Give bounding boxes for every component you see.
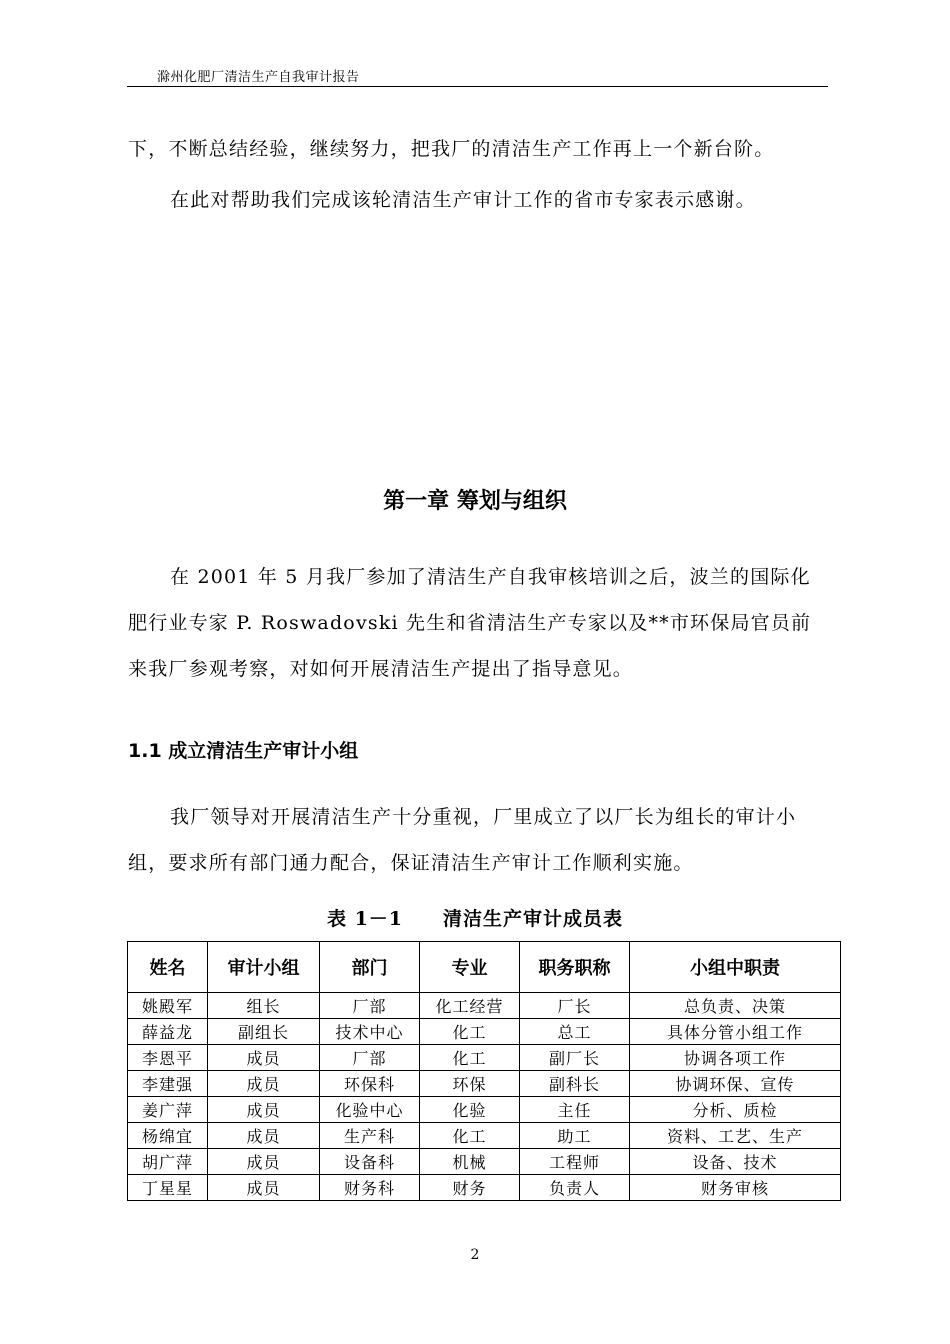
table-caption [0, 904, 950, 931]
audit-members-table [127, 941, 841, 1201]
cell-responsibility: 分析、质检 [630, 1097, 841, 1123]
table-row [128, 993, 841, 1019]
cell-audit-group: 成员 [208, 1123, 320, 1149]
paragraph-thanks: 在此对帮助我们完成该轮清洁生产审计工作的省市专家表示感谢。 [170, 189, 756, 211]
cell-specialty: 化验 [420, 1097, 520, 1123]
cell-specialty: 化工 [420, 1045, 520, 1071]
cell-audit-group: 成员 [208, 1175, 320, 1201]
cell-name: 杨绵宜 [128, 1123, 208, 1149]
table-row [128, 1097, 841, 1123]
cell-responsibility: 协调环保、宣传 [630, 1071, 841, 1097]
cell-audit-group: 成员 [208, 1097, 320, 1123]
table-row [128, 1019, 841, 1045]
chapter-title: 第一章 筹划与组织 [383, 489, 567, 514]
cell-department: 环保科 [320, 1071, 420, 1097]
cell-department: 厂部 [320, 993, 420, 1019]
cell-title: 副厂长 [520, 1045, 630, 1071]
cell-title: 助工 [520, 1123, 630, 1149]
page-header [127, 66, 828, 87]
header-title: 滁州化肥厂清洁生产自我审计报告 [157, 70, 360, 85]
cell-specialty: 化工 [420, 1123, 520, 1149]
cell-title: 总工 [520, 1019, 630, 1045]
cell-specialty: 化工 [420, 1019, 520, 1045]
table-row [128, 1149, 841, 1175]
paragraph-continuation: 下，不断总结经验，继续努力，把我厂的清洁生产工作再上一个新台阶。 [128, 138, 775, 160]
cell-responsibility: 总负责、决策 [630, 993, 841, 1019]
cell-department: 化验中心 [320, 1097, 420, 1123]
cell-responsibility: 资料、工艺、生产 [630, 1123, 841, 1149]
cell-responsibility: 具体分管小组工作 [630, 1019, 841, 1045]
cell-title: 副科长 [520, 1071, 630, 1097]
cell-responsibility: 设备、技术 [630, 1149, 841, 1175]
cell-title: 厂长 [520, 993, 630, 1019]
cell-responsibility: 协调各项工作 [630, 1045, 841, 1071]
cell-audit-group: 副组长 [208, 1019, 320, 1045]
column-header-title: 职务职称 [520, 942, 630, 993]
table-caption-number: 表 1－1 [326, 908, 404, 930]
cell-title: 负责人 [520, 1175, 630, 1201]
column-header-name: 姓名 [128, 942, 208, 993]
column-header-department: 部门 [320, 942, 420, 993]
cell-name: 胡广萍 [128, 1149, 208, 1175]
cell-specialty: 财务 [420, 1175, 520, 1201]
cell-audit-group: 成员 [208, 1149, 320, 1175]
table-header-row [128, 942, 841, 993]
column-header-responsibility: 小组中职责 [630, 942, 841, 993]
cell-specialty: 环保 [420, 1071, 520, 1097]
cell-audit-group: 成员 [208, 1071, 320, 1097]
cell-title: 工程师 [520, 1149, 630, 1175]
cell-name: 姚殿军 [128, 993, 208, 1019]
cell-specialty: 化工经营 [420, 993, 520, 1019]
cell-name: 李建强 [128, 1071, 208, 1097]
cell-title: 主任 [520, 1097, 630, 1123]
cell-specialty: 机械 [420, 1149, 520, 1175]
cell-name: 薛益龙 [128, 1019, 208, 1045]
table-row [128, 1071, 841, 1097]
cell-name: 李恩平 [128, 1045, 208, 1071]
cell-department: 厂部 [320, 1045, 420, 1071]
column-header-audit-group: 审计小组 [208, 942, 320, 993]
cell-name: 姜广萍 [128, 1097, 208, 1123]
cell-department: 设备科 [320, 1149, 420, 1175]
cell-department: 财务科 [320, 1175, 420, 1201]
cell-department: 生产科 [320, 1123, 420, 1149]
cell-audit-group: 成员 [208, 1045, 320, 1071]
cell-audit-group: 组长 [208, 993, 320, 1019]
page-number: 2 [470, 1247, 480, 1263]
table-row [128, 1175, 841, 1201]
table-caption-title: 清洁生产审计成员表 [443, 908, 624, 930]
table-row [128, 1123, 841, 1149]
section-heading: 1.1 成立清洁生产审计小组 [128, 740, 359, 762]
paragraph-team: 我厂领导对开展清洁生产十分重视，厂里成立了以厂长为组长的审计小组，要求所有部门通力配合，保证清洁生产审计工作顺利实施。 [128, 806, 797, 874]
cell-name: 丁星星 [128, 1175, 208, 1201]
cell-responsibility: 财务审核 [630, 1175, 841, 1201]
paragraph-intro: 在 2001 年 5 月我厂参加了清洁生产自我审核培训之后，波兰的国际化肥行业专家 P. Roswadovski 先生和省清洁生产专家以及**市环保局官员前来我厂参观考察，对如何开展清洁生产提出了指导意见。 [128, 566, 812, 680]
table-row [128, 1045, 841, 1071]
column-header-specialty: 专业 [420, 942, 520, 993]
cell-department: 技术中心 [320, 1019, 420, 1045]
